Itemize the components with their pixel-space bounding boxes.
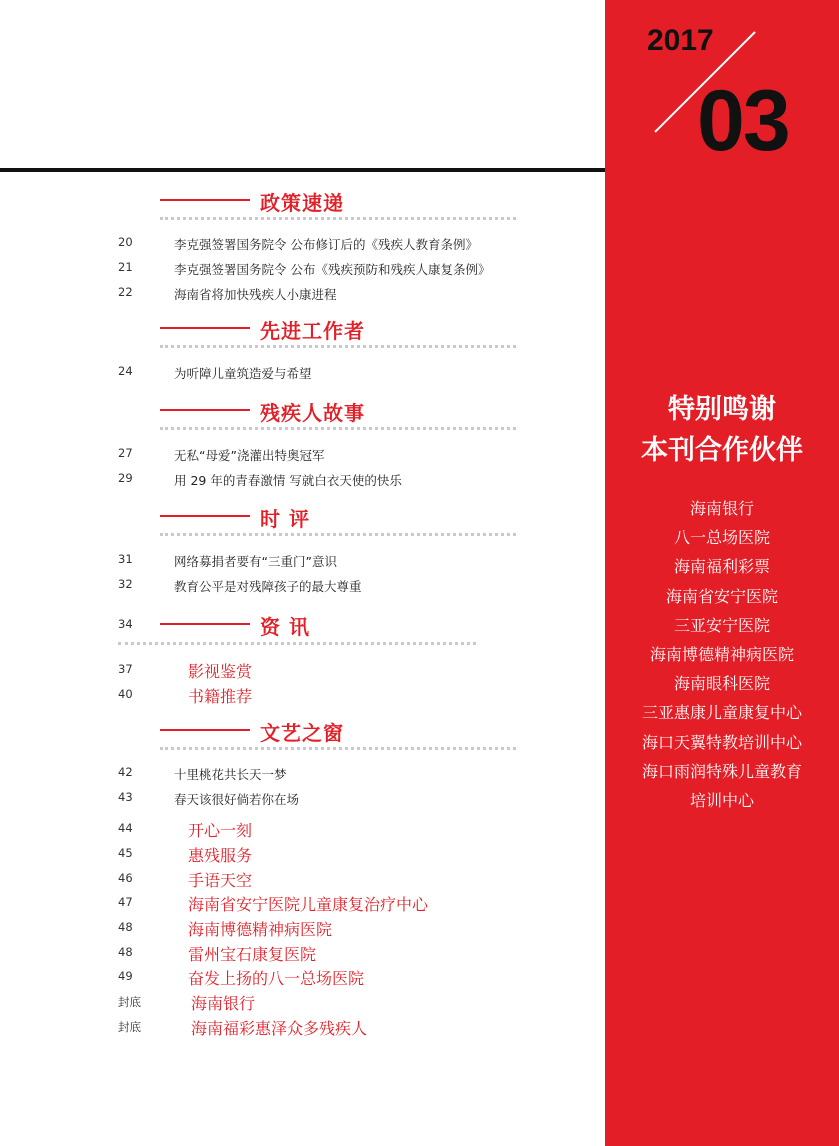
entry-title: 海南银行 xyxy=(191,994,256,1013)
entry-title: 为听障儿童筑造爱与希望 xyxy=(174,366,312,381)
page-number: 封底 xyxy=(118,995,141,1009)
entry-title: 用 29 年的青春激情 写就白衣天使的快乐 xyxy=(174,473,402,488)
partner-item: 海南银行 xyxy=(689,499,754,518)
entry-title: 奋发上扬的八一总场医院 xyxy=(188,969,365,988)
entry-title: 无私“母爱”浇灌出特奥冠军 xyxy=(174,448,325,463)
dotted-divider xyxy=(160,427,516,430)
page-number: 31 xyxy=(118,552,133,566)
entry-title: 海南福彩惠泽众多残疾人 xyxy=(191,1019,368,1038)
section-bar xyxy=(160,515,250,517)
issue-number: 03 xyxy=(697,73,789,169)
page-number: 32 xyxy=(118,577,133,591)
issue-year: 2017 xyxy=(647,24,714,57)
partner-item: 海南省安宁医院 xyxy=(665,586,778,606)
page-number: 40 xyxy=(118,687,133,701)
page-number: 48 xyxy=(118,920,133,934)
page-number: 29 xyxy=(118,471,133,485)
section-title: 时 评 xyxy=(260,507,310,531)
page-number: 21 xyxy=(118,260,133,274)
entry-title: 海南省将加快残疾人小康进程 xyxy=(174,287,337,302)
page-number: 37 xyxy=(118,662,133,676)
header-rule xyxy=(0,168,605,172)
section-bar xyxy=(160,729,250,731)
section-bar xyxy=(160,623,250,625)
page-number: 封底 xyxy=(118,1020,141,1034)
section-bar xyxy=(160,409,250,411)
entry-title: 网络募捐者要有“三重门”意识 xyxy=(174,554,337,569)
entry-title: 书籍推荐 xyxy=(188,687,253,706)
entry-title: 手语天空 xyxy=(188,871,253,890)
partner-item: 三亚惠康儿童康复中心 xyxy=(641,703,802,723)
entry-title: 雷州宝石康复医院 xyxy=(188,945,317,964)
page-number: 43 xyxy=(118,790,133,804)
page-number: 27 xyxy=(118,446,133,460)
section-title: 文艺之窗 xyxy=(260,721,344,745)
partner-item: 培训中心 xyxy=(689,791,754,811)
entry-title: 教育公平是对残障孩子的最大尊重 xyxy=(174,579,362,594)
partner-list xyxy=(605,494,839,815)
dotted-divider xyxy=(160,747,516,750)
entry-title: 海南博德精神病医院 xyxy=(188,920,333,939)
partner-item: 海南福利彩票 xyxy=(673,557,770,577)
page-number: 48 xyxy=(118,945,133,959)
section-bar xyxy=(160,199,250,201)
dotted-divider xyxy=(160,533,516,536)
entry-title: 惠残服务 xyxy=(188,846,253,865)
dotted-divider xyxy=(160,345,516,348)
entry-title: 海南省安宁医院儿童康复治疗中心 xyxy=(188,895,429,914)
page-number: 34 xyxy=(118,617,133,631)
entry-title: 李克强签署国务院令 公布修订后的《残疾人教育条例》 xyxy=(174,237,478,252)
dotted-divider xyxy=(118,642,476,645)
page-number: 42 xyxy=(118,765,133,779)
section-title: 政策速递 xyxy=(260,191,344,215)
partner-item: 海南博德精神病医院 xyxy=(649,645,794,665)
partner-item: 八一总场医院 xyxy=(673,528,770,548)
entry-title: 影视鉴赏 xyxy=(188,662,253,681)
partner-item: 海南眼科医院 xyxy=(673,674,770,694)
entry-title: 开心一刻 xyxy=(188,821,253,840)
sidebar xyxy=(605,0,839,1146)
page-number: 44 xyxy=(118,821,133,835)
dotted-divider xyxy=(160,217,516,220)
page-number: 45 xyxy=(118,846,133,860)
entry-title: 李克强签署国务院令 公布《残疾预防和残疾人康复条例》 xyxy=(174,262,491,277)
page-number: 24 xyxy=(118,364,133,378)
section-title: 残疾人故事 xyxy=(260,401,365,425)
partner-item: 海口雨润特殊儿童教育 xyxy=(641,761,802,781)
page-number: 20 xyxy=(118,235,133,249)
partner-item: 三亚安宁医院 xyxy=(673,615,770,635)
section-bar xyxy=(160,327,250,329)
section-title: 资 讯 xyxy=(260,615,310,639)
page-number: 22 xyxy=(118,285,133,299)
thanks-subheading: 本刊合作伙伴 xyxy=(641,435,803,466)
entry-title: 春天该很好倘若你在场 xyxy=(174,792,300,807)
thanks-heading: 特别鸣谢 xyxy=(668,394,776,425)
page-number: 46 xyxy=(118,871,133,885)
page-number: 49 xyxy=(118,969,133,983)
page-number: 47 xyxy=(118,895,133,909)
section-title: 先进工作者 xyxy=(260,319,365,343)
partner-item: 海口天翼特教培训中心 xyxy=(641,732,802,752)
entry-title: 十里桃花共长天一梦 xyxy=(174,767,287,782)
